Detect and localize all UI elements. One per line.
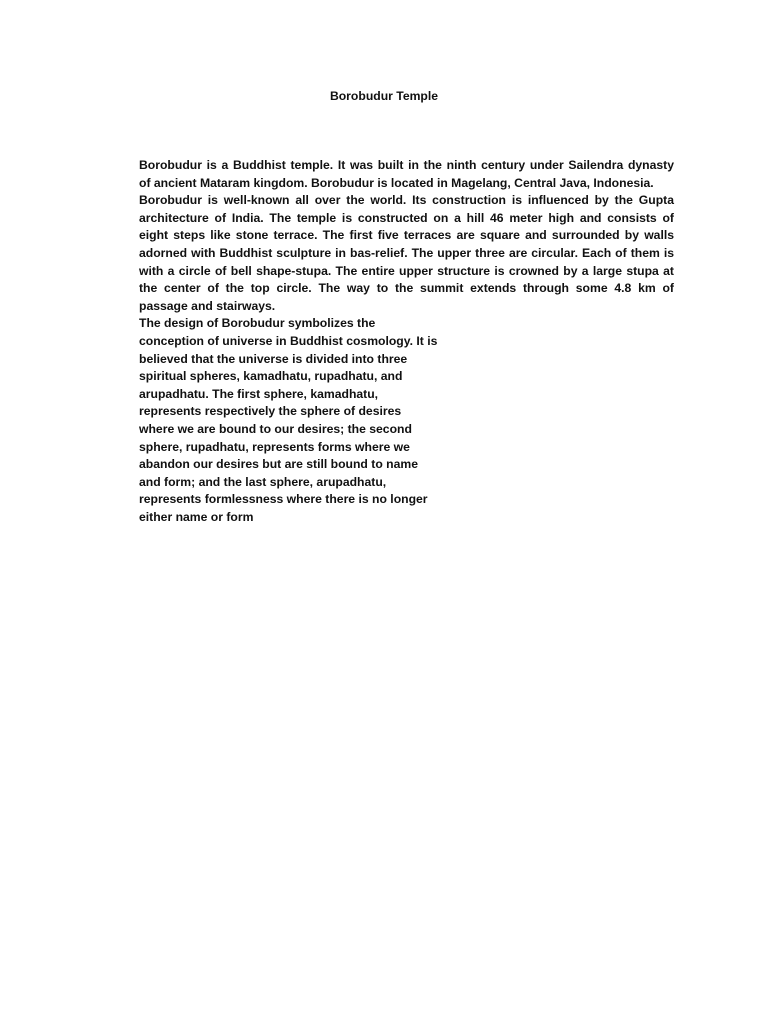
paragraph-architecture-line-3: eight steps like stone terrace. The first five terraces are square and surrounded by walls [139,228,674,243]
paragraph-cosmology-line-10: and form; and the last sphere, arupadhatu, [139,474,387,489]
paragraph-intro-line-1: Borobudur is a Buddhist temple. It was built in the ninth century under Sailendra dynasty [139,158,674,172]
paragraph-architecture-line-4: adorned with Buddhist sculpture in bas-relief. The upper three are circular. Each of them is [139,245,674,260]
paragraph-intro-line-2: of ancient Mataram kingdom. Borobudur is located in Magelang, Central Java, Indonesia. [139,175,654,190]
paragraph-cosmology-line-5: arupadhatu. The first sphere, kamadhatu, [139,386,379,401]
paragraph-cosmology-line-3: believed that the universe is divided into three [139,351,408,366]
paragraph-cosmology-line-2: conception of universe in Buddhist cosmology. It is [139,333,438,348]
paragraph-architecture-line-5: with a circle of bell shape-stupa. The entire upper structure is crowned by a large stupa at [139,263,674,278]
paragraph-cosmology-line-9: abandon our desires but are still bound to name [139,457,418,472]
paragraph-cosmology-line-8: sphere, rupadhatu, represents forms where we [139,439,410,454]
document-title: Borobudur Temple [329,89,439,103]
paragraph-cosmology-line-6: represents respectively the sphere of desires [139,404,402,419]
paragraph-cosmology-line-11: represents formlessness where there is no longer [139,492,428,507]
paragraph-architecture-line-7: passage and stairways. [139,298,276,313]
paragraph-cosmology-line-4: spiritual spheres, kamadhatu, rupadhatu, and [139,369,403,384]
paragraph-cosmology-line-12: either name or form [139,509,254,524]
paragraph-cosmology-line-1: The design of Borobudur symbolizes the [139,316,376,331]
document-body [139,157,674,526]
paragraph-architecture-line-1: Borobudur is well-known all over the world. Its construction is influenced by the Gupta [139,193,674,208]
paragraph-cosmology [139,315,674,526]
paragraph-architecture-line-2: architecture of India. The temple is constructed on a hill 46 meter high and consists of [139,210,674,225]
paragraph-intro [139,157,674,192]
paragraph-cosmology-line-7: where we are bound to our desires; the second [139,421,412,436]
paragraph-architecture-line-6: the center of the top circle. The way to the summit extends through some 4.8 km of [139,281,674,296]
paragraph-architecture [139,192,674,315]
